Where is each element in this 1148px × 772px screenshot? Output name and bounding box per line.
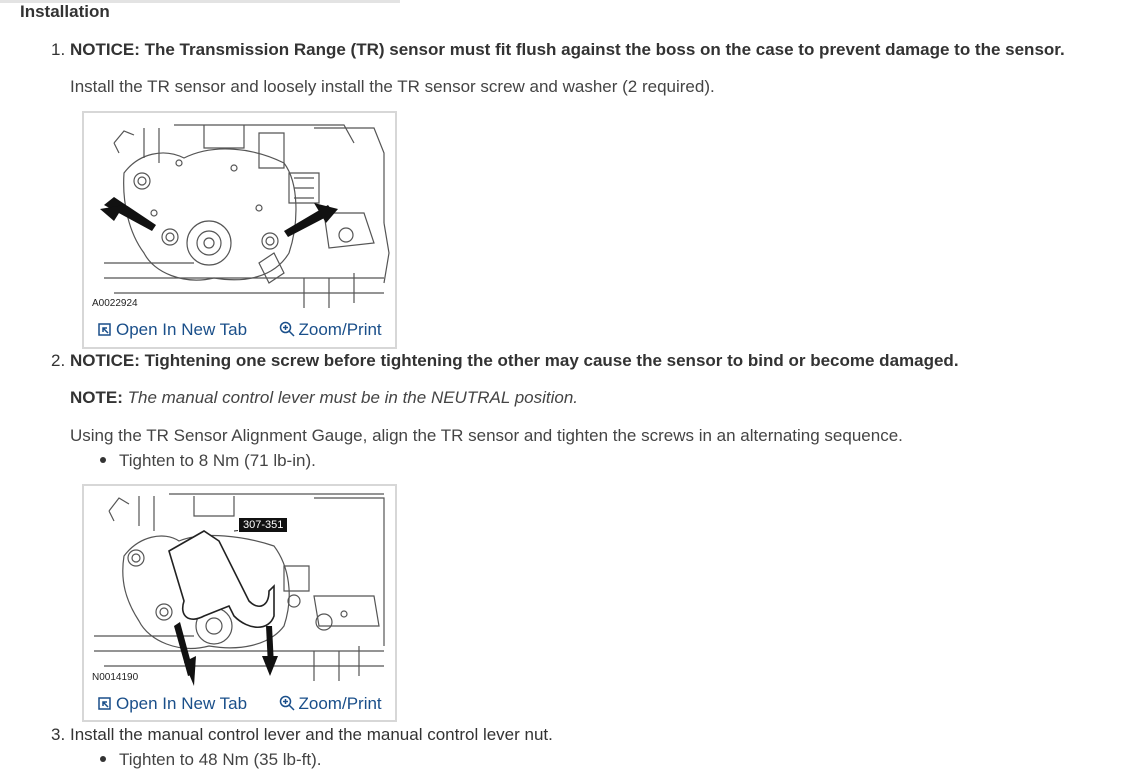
- open-new-tab-icon: [98, 696, 112, 710]
- step-3-bullet: [100, 750, 322, 770]
- zoom-print-label: Zoom/Print: [298, 694, 382, 713]
- zoom-print-link[interactable]: [279, 320, 382, 339]
- section-title: Installation: [20, 2, 110, 21]
- alignment-gauge-illustration: [84, 486, 395, 686]
- step-2-note: [70, 388, 578, 408]
- zoom-print-label: Zoom/Print: [298, 320, 382, 339]
- open-in-new-tab-link[interactable]: [98, 694, 252, 713]
- figure-1-id: A0022924: [92, 298, 138, 309]
- step-1-text: Install the TR sensor and loosely install the TR sensor screw and washer (2 required).: [70, 77, 715, 96]
- zoom-in-icon: [279, 695, 295, 711]
- bullet-dot: [100, 457, 106, 463]
- bullet-dot: [100, 756, 106, 762]
- step-2-bullet: [100, 451, 316, 471]
- zoom-print-link[interactable]: [279, 694, 382, 713]
- step-1-notice: NOTICE: The Transmission Range (TR) sensor must fit flush against the boss on the case to prevent damage to the sensor.: [70, 40, 1065, 59]
- open-in-new-tab-label: Open In New Tab: [116, 694, 248, 713]
- open-in-new-tab-label: Open In New Tab: [116, 320, 248, 339]
- zoom-in-icon: [279, 321, 295, 337]
- figure-1-links: [98, 320, 382, 340]
- tool-callout: 307-351: [238, 517, 288, 533]
- step-2-notice: NOTICE: Tightening one screw before tightening the other may cause the sensor to bind or become damaged.: [70, 351, 959, 370]
- open-in-new-tab-link[interactable]: [98, 320, 252, 339]
- step-3-number: 3.: [51, 725, 66, 744]
- step-2-number: 2.: [51, 351, 66, 370]
- figure-2-links: [98, 694, 382, 714]
- step-3-torque: Tighten to 48 Nm (35 lb-ft).: [119, 750, 322, 769]
- step-1-number: 1.: [51, 40, 66, 59]
- open-new-tab-icon: [98, 322, 112, 336]
- step-3-text: Install the manual control lever and the manual control lever nut.: [70, 725, 553, 744]
- note-text: The manual control lever must be in the NEUTRAL position.: [127, 388, 579, 407]
- tr-sensor-illustration: [84, 113, 395, 313]
- step-2-torque: Tighten to 8 Nm (71 lb-in).: [119, 451, 316, 470]
- note-label: NOTE:: [70, 388, 123, 407]
- figure-1: [82, 111, 397, 349]
- step-2-text: Using the TR Sensor Alignment Gauge, align the TR sensor and tighten the screws in an alternating sequence.: [70, 426, 903, 445]
- figure-2: [82, 484, 397, 722]
- figure-2-id: N0014190: [92, 672, 139, 683]
